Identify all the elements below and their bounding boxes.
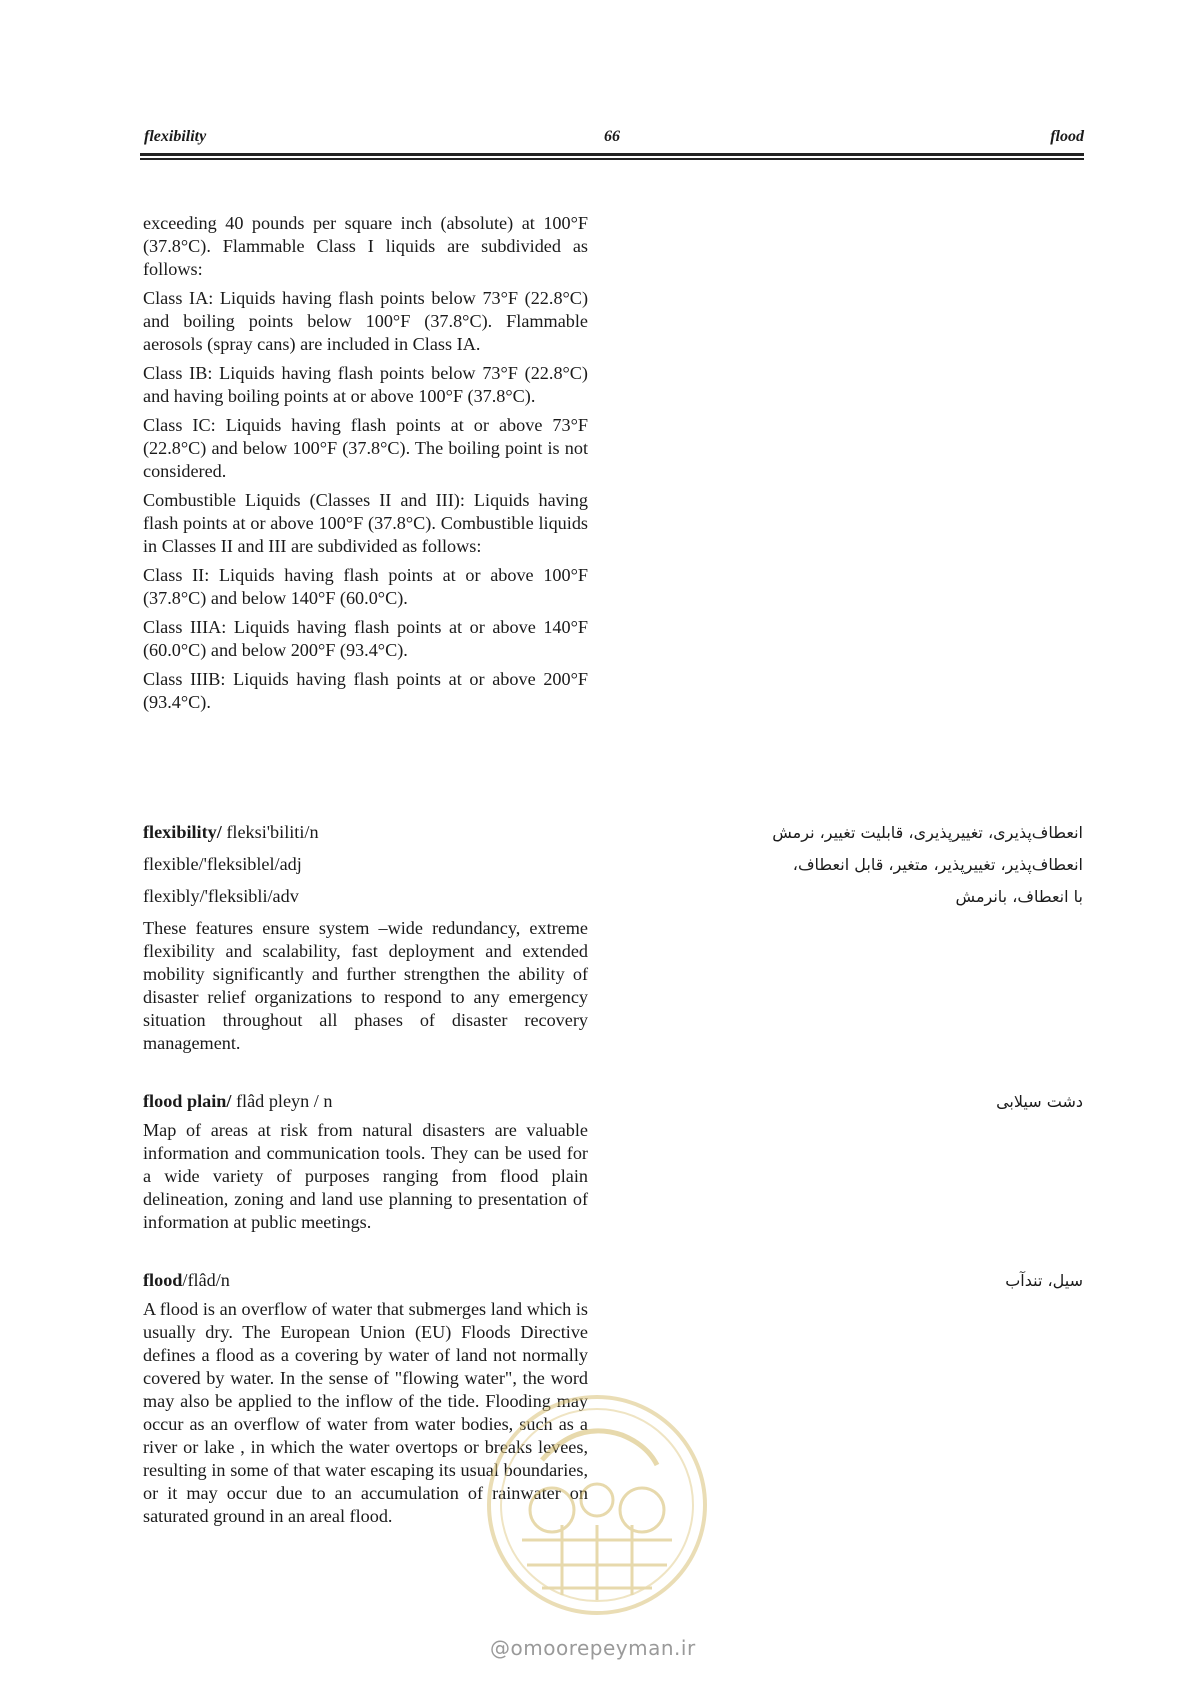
page-header [140, 128, 1084, 148]
watermark-url: @omoorepeyman.ir [490, 1636, 696, 1660]
definition: A flood is an overflow of water that submerges land which is usually dry. The European Union (EU) Floods Directive defines a flood as a covering by water of land not normally covered by water. In the sense of "flowing water", the word may also be applied to the inflow of the tide. Flooding may occur as an overflow of water from water bodies, such as a river or lake , in which the water overtops or breaks levees, resulting in some of that water escaping its usual boundaries, or it may occur due to an accumulation of rainwater on saturated ground in an areal flood. [143, 1299, 588, 1526]
translation: با انعطاف، بانرمش [955, 887, 1083, 906]
watermark-logo [482, 1390, 712, 1620]
header-left-guide-word: flexibility [144, 128, 207, 145]
pronunciation: flâd pleyn / n [231, 1091, 333, 1111]
intro-paragraph: Class IIIB: Liquids having flash points at or above 200°F (93.4°C). [143, 669, 588, 712]
intro-paragraph: Class IA: Liquids having flash points below 73°F (22.8°C) and boiling points below 100°F (37.8°C). Flammable aerosols (spray cans) are included in Class IA. [143, 288, 588, 354]
intro-block [143, 212, 588, 720]
intro-paragraph: Class II: Liquids having flash points at or above 100°F (37.8°C) and below 140°F (60.0°C). [143, 565, 588, 608]
pronunciation: /flâd/n [182, 1270, 230, 1290]
translation: انعطاف‌پذیر، تغییرپذیر، متغیر، قابل انعطاف، [792, 855, 1083, 874]
intro-paragraph: Class IIIA: Liquids having flash points at or above 140°F (60.0°C) and below 200°F (93.4°C). [143, 617, 588, 660]
definition: Map of areas at risk from natural disasters are valuable information and communication tools. They can be used for a wide variety of purposes ranging from flood plain delineation, zoning and land use planning to presentation of information at public meetings. [143, 1120, 588, 1232]
header-rule-thick [140, 153, 1084, 156]
intro-paragraph: exceeding 40 pounds per square inch (absolute) at 100°F (37.8°C). Flammable Class I liquids are subdivided as follows: [143, 213, 588, 279]
translation: دشت سیلابی [996, 1092, 1083, 1111]
translation: انعطاف‌پذیری، تغییرپذیری، قابلیت تغییر، نرمش [772, 823, 1083, 842]
derived-form: flexible/'fleksiblel/adj [143, 854, 302, 874]
entry-headline [143, 1269, 588, 1292]
header-right-guide-word: flood [1050, 128, 1084, 145]
page-number: 66 [604, 128, 620, 145]
intro-paragraph: Combustible Liquids (Classes II and III): Liquids having flash points at or above 100°F (37.8°C). Combustible liquids in Classes II and III are subdivided as follows: [143, 490, 588, 556]
derived-form: flexibly/'fleksibli/adv [143, 886, 299, 906]
headword: flood [143, 1270, 183, 1290]
entry-headline [143, 821, 588, 844]
intro-paragraph: Class IC: Liquids having flash points at or above 73°F (22.8°C) and below 100°F (37.8°C). The boiling point is not considered. [143, 415, 588, 481]
definition: These features ensure system –wide redundancy, extreme flexibility and scalability, fast deployment and extended mobility significantly and further strengthen the ability of disaster relief organizations to respond to any emergency situation throughout all phases of disaster recovery management. [143, 918, 588, 1053]
header-rule-thin [140, 158, 1084, 160]
translation: سیل، تندآب [1005, 1271, 1083, 1290]
headword: flexibility/ [143, 822, 222, 842]
intro-paragraph: Class IB: Liquids having flash points below 73°F (22.8°C) and having boiling points at or above 100°F (37.8°C). [143, 363, 588, 406]
watermark-url-text: omoorepeyman.ir [510, 1636, 696, 1660]
entry-flood-plain [143, 1090, 588, 1240]
entry-headline [143, 1090, 588, 1113]
headword: flood plain/ [143, 1091, 232, 1111]
entry-flexibility [143, 821, 588, 1061]
pronunciation: fleksi'biliti/n [221, 822, 319, 842]
